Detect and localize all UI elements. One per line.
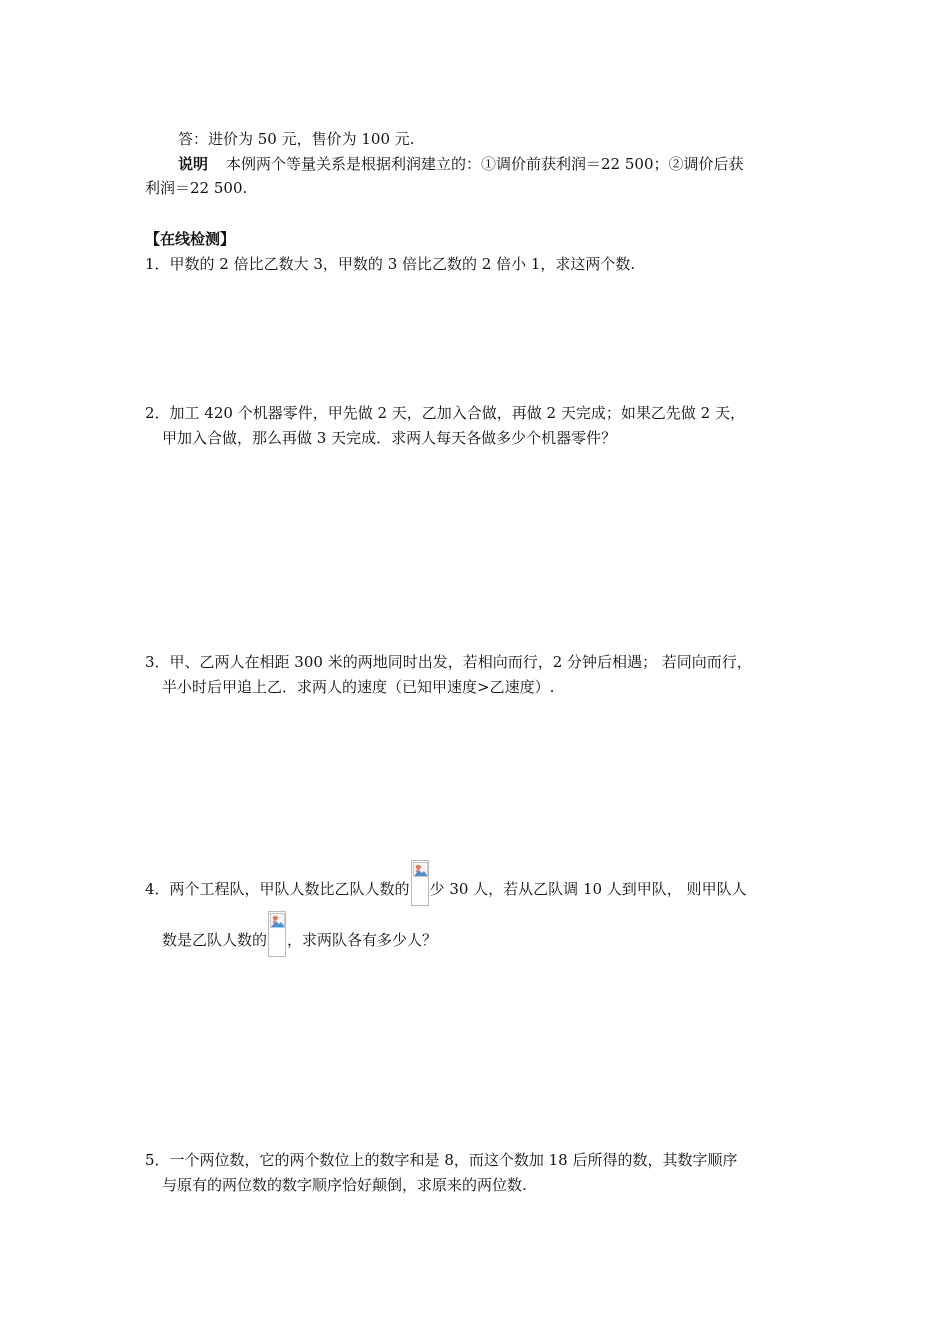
question-4-line-2 [162,911,437,957]
question-4-text-c: 数是乙队人数的 [162,931,268,949]
broken-image-icon [268,911,286,957]
note-line-2: 利润＝22 500. [145,179,248,197]
broken-image-icon [411,860,429,906]
question-1: 1．甲数的 2 倍比乙数大 3，甲数的 3 倍比乙数的 2 倍小 1，求这两个数. [145,255,636,273]
note-line-1 [178,153,744,175]
question-2-line-2: 甲加入合做，那么再做 3 天完成．求两人每天各做多少个机器零件？ [162,429,617,447]
question-5-line-1: 5．一个两位数，它的两个数位上的数字和是 8，而这个数加 18 后所得的数，其数字顺序 [145,1151,738,1169]
question-4-text-a: 4．两个工程队，甲队人数比乙队人数的 [145,880,410,898]
question-4-text-d: ，求两队各有多少人？ [287,931,438,949]
question-3-line-2: 半小时后甲追上乙．求两人的速度（已知甲速度>乙速度）. [162,678,555,696]
question-5-line-2: 与原有的两位数的数字顺序恰好颠倒，求原来的两位数. [162,1176,527,1194]
section-title: 【在线检测】 [145,230,236,248]
question-4-line-1 [145,860,747,906]
note-text-1: 本例两个等量关系是根据利润建立的：①调价前获利润＝22 500；②调价后获 [226,155,744,173]
answer-line: 答：进价为 50 元，售价为 100 元. [178,130,415,148]
note-label: 说明 [178,155,209,173]
question-4-text-b: 少 30 人，若从乙队调 10 人到甲队， 则甲队人 [429,880,747,898]
question-3-line-1: 3．甲、乙两人在相距 300 米的两地同时出发，若相向而行，2 分钟后相遇； 若同向而行， [145,653,752,671]
question-2-line-1: 2．加工 420 个机器零件，甲先做 2 天，乙加入合做，再做 2 天完成；如果乙先做 2 天， [145,404,745,422]
